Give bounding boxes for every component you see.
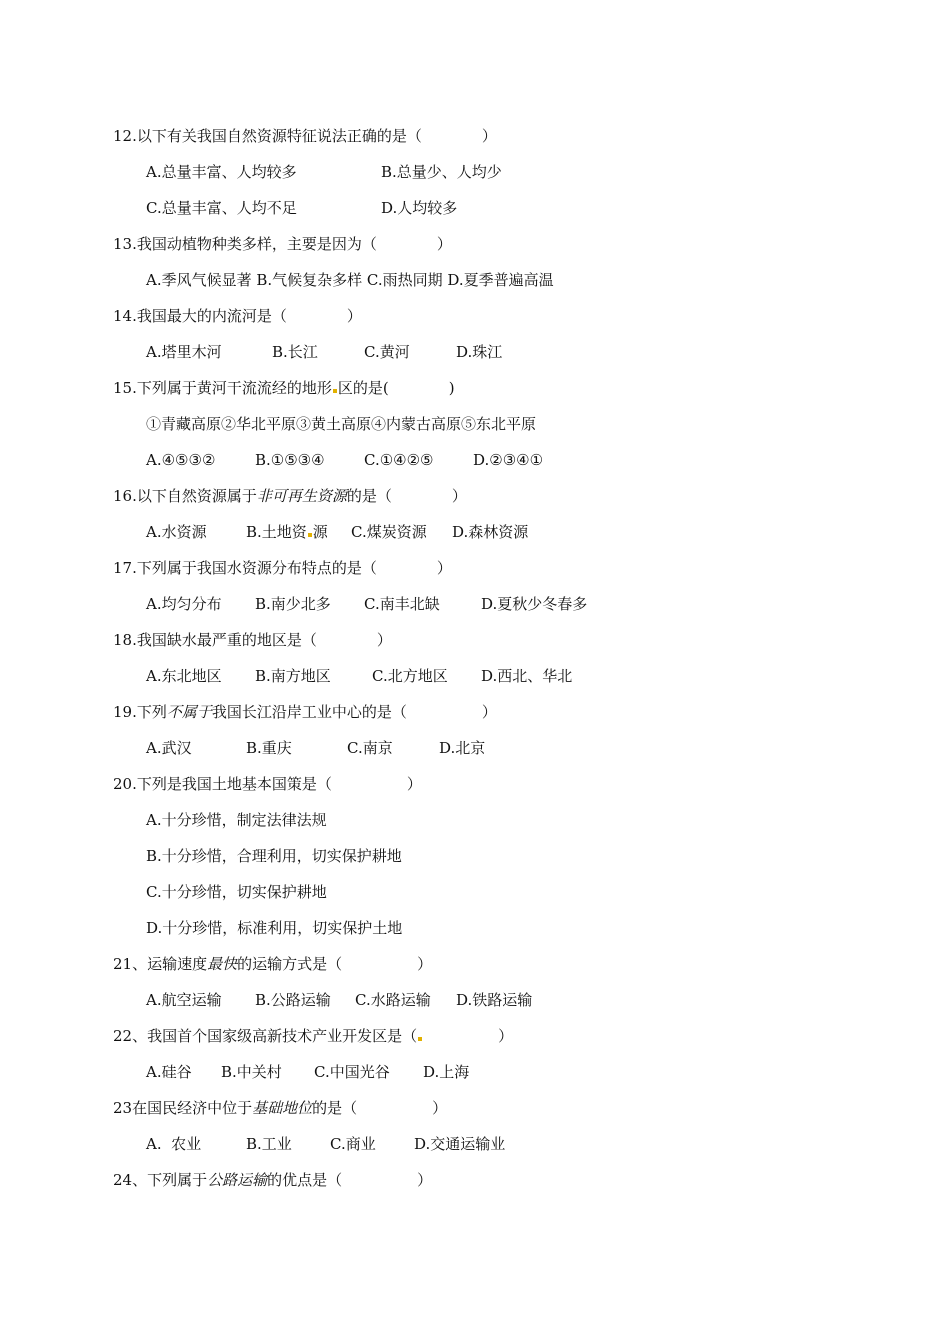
q24-stem-pre: 24、下列属于 [113,1171,208,1189]
q19-stem-post: 我国长江沿岸工业中心的是（ ） [211,703,497,721]
q18-option-b: B.南方地区 [255,667,331,685]
q22-option-c: C.中国光谷 [314,1063,390,1081]
q12-option-b: B.总量少、人均少 [381,163,502,181]
q21-option-d: D.铁路运输 [456,991,533,1009]
q12-option-a: A.总量丰富、人均较多 [146,163,297,181]
marker-dot [418,1037,422,1041]
q16-option-b [246,521,328,543]
question-22-stem [113,1025,513,1047]
q16-option-d: D.森林资源 [452,523,529,541]
q23-option-d: D.交通运输业 [414,1135,506,1153]
question-16-options [146,521,846,543]
q15-option-c: C.①④②⑤ [364,451,434,469]
q15-option-b: B.①⑤③④ [255,451,325,469]
q22-option-d: D.上海 [423,1063,470,1081]
q21-option-a: A.航空运输 [146,991,222,1009]
q19-option-c: C.南京 [347,739,393,757]
q16-stem-post: 的是（ ） [346,487,467,505]
q16-stem-emphasis: 非可再生资源 [256,487,347,505]
q24-stem-post: 的优点是（ ） [267,1171,433,1189]
question-14-stem: 14.我国最大的内流河是（ ） [113,307,362,325]
q19-option-a: A.武汉 [146,739,192,757]
q15-option-d: D.②③④① [473,451,544,469]
question-12-options-row-1 [146,161,846,183]
q16-stem-pre: 16.以下自然资源属于 [113,487,257,505]
question-19-stem [113,701,497,723]
question-12-stem: 12.以下有关我国自然资源特征说法正确的是（ ） [113,127,497,145]
q12-option-c: C.总量丰富、人均不足 [146,199,297,217]
q23-stem-post: 的是（ ） [312,1099,448,1117]
q17-option-d: D.夏秋少冬春多 [481,595,588,613]
q16-option-c: C.煤炭资源 [351,523,427,541]
question-12-options-row-2 [146,197,846,219]
question-18-stem: 18.我国缺水最严重的地区是（ ） [113,631,392,649]
q20-option-b: B.十分珍惜，合理利用，切实保护耕地 [146,847,402,865]
question-15-list: ①青藏高原②华北平原③黄土高原④内蒙古高原⑤东北平原 [146,415,537,433]
q19-option-d: D.北京 [439,739,486,757]
q23-stem-pre: 23在国民经济中位于 [113,1099,253,1117]
q16-option-b-part-2: 源 [312,523,328,541]
question-20-stem: 20.下列是我国土地基本国策是（ ） [113,775,422,793]
question-15-stem [113,377,455,399]
question-23-options [146,1133,846,1155]
q22-option-b: B.中关村 [221,1063,282,1081]
question-19-options [146,737,846,759]
q15-stem-part-1: 15.下列属于黄河干流流经的地形 [113,379,332,397]
q20-option-d: D.十分珍惜，标准利用，切实保护土地 [146,919,403,937]
q17-option-c: C.南丰北缺 [364,595,440,613]
q20-option-a: A.十分珍惜，制定法律法规 [146,811,327,829]
q18-option-a: A.东北地区 [146,667,222,685]
q14-option-a: A.塔里木河 [146,343,222,361]
q19-stem-pre: 19.下列 [113,703,167,721]
q23-option-c: C.商业 [330,1135,376,1153]
q12-option-d: D.人均较多 [381,199,458,217]
q21-option-c: C.水路运输 [355,991,431,1009]
question-18-options [146,665,846,687]
q22-stem-post: ） [423,1027,514,1045]
q22-stem-pre: 22、我国首个国家级高新技术产业开发区是（ [113,1027,418,1045]
question-16-stem [113,485,467,507]
marker-dot [308,533,312,537]
q22-option-a: A.硅谷 [146,1063,192,1081]
q14-option-b: B.长江 [272,343,318,361]
q21-stem-pre: 21、运输速度 [113,955,208,973]
q20-option-c: C.十分珍惜，切实保护耕地 [146,883,327,901]
question-21-stem [113,953,432,975]
question-17-stem: 17.下列属于我国水资源分布特点的是（ ） [113,559,452,577]
question-14-options [146,341,846,363]
q16-option-b-part-1: B.土地资 [246,523,307,541]
q15-option-a: A.④⑤③② [146,451,216,469]
question-13-stem: 13.我国动植物种类多样，主要是因为（ ） [113,235,452,253]
q23-stem-emphasis: 基础地位 [252,1099,313,1117]
q19-option-b: B.重庆 [246,739,292,757]
q21-option-b: B.公路运输 [255,991,331,1009]
q16-option-a: A.水资源 [146,523,207,541]
q14-option-d: D.珠江 [456,343,503,361]
question-22-options [146,1061,846,1083]
q23-option-b: B.工业 [246,1135,292,1153]
question-17-options [146,593,846,615]
q21-stem-post: 的运输方式是（ ） [237,955,433,973]
q17-option-b: B.南少北多 [255,595,331,613]
q17-option-a: A.均匀分布 [146,595,222,613]
question-23-stem [113,1097,447,1119]
q21-stem-emphasis: 最快 [207,955,238,973]
q24-stem-emphasis: 公路运输 [207,1171,268,1189]
q15-stem-part-2: 区的是( ) [337,379,455,397]
marker-dot [333,389,337,393]
q14-option-c: C.黄河 [364,343,410,361]
q19-stem-emphasis: 不属于 [166,703,212,721]
question-13-options: A.季风气候显著 B.气候复杂多样 C.雨热同期 D.夏季普遍高温 [146,271,554,289]
question-15-options [146,449,846,471]
q18-option-c: C.北方地区 [372,667,448,685]
q18-option-d: D.西北、华北 [481,667,573,685]
question-21-options [146,989,846,1011]
question-24-stem [113,1169,432,1191]
q23-option-a: A. 农业 [146,1135,202,1153]
